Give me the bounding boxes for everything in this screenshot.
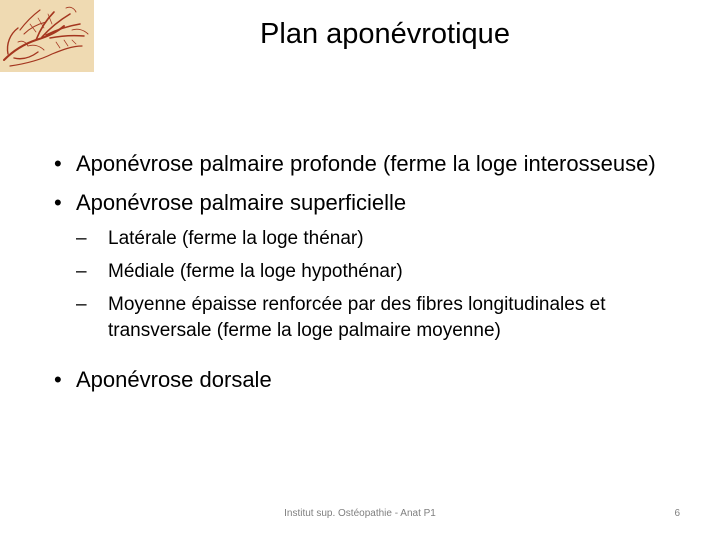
bullet-marker: •	[54, 151, 62, 176]
hand-sketch-image	[0, 0, 94, 72]
sub-bullet-list	[36, 226, 686, 344]
bullet-text: Aponévrose dorsale	[76, 367, 272, 392]
sub-bullet-text: Moyenne épaisse renforcée par des fibres longitudinales et transversale (ferme la loge palmaire moyenne)	[108, 294, 606, 341]
sub-bullet-text: Latérale (ferme la loge thénar)	[108, 228, 364, 249]
sub-bullet-marker: –	[76, 228, 87, 249]
bullet-marker: •	[54, 190, 62, 215]
sub-bullet-item	[36, 292, 686, 344]
sub-bullet-text: Médiale (ferme la loge hypothénar)	[108, 261, 403, 282]
slide-content	[36, 148, 686, 403]
sub-bullet-item	[36, 226, 686, 252]
slide-number: 6	[674, 508, 680, 519]
bullet-text: Aponévrose palmaire superficielle	[76, 190, 407, 215]
footer-text: Institut sup. Ostéopathie - Anat P1	[284, 508, 436, 519]
sub-bullet-marker: –	[76, 261, 87, 282]
sub-bullet-item	[36, 259, 686, 285]
sub-bullet-marker: –	[76, 294, 87, 315]
bullet-item	[36, 148, 686, 179]
bullet-item	[36, 364, 686, 395]
bullet-item	[36, 187, 686, 218]
bullet-text: Aponévrose palmaire profonde (ferme la loge interosseuse)	[76, 151, 656, 176]
slide-title: Plan aponévrotique	[260, 18, 510, 50]
bullet-marker: •	[54, 367, 62, 392]
